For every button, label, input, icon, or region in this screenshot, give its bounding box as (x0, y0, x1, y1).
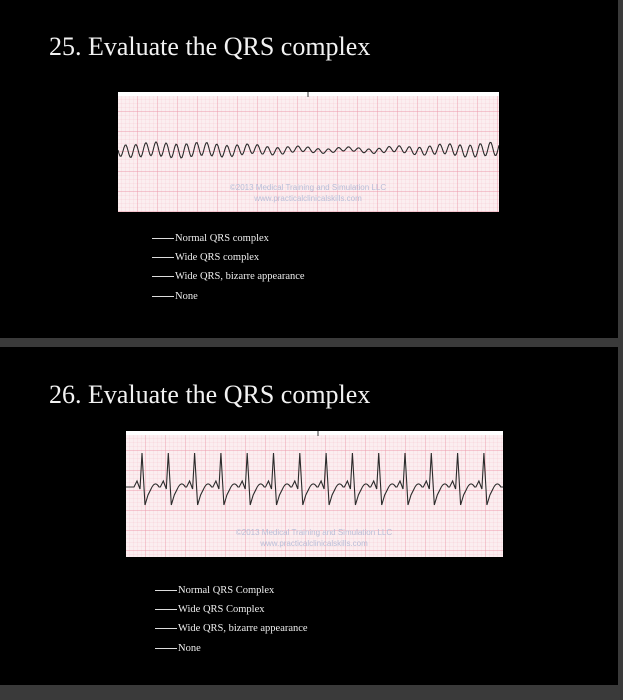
option-wide-qrs-25[interactable]: Wide QRS complex (152, 248, 305, 267)
answer-blank[interactable] (152, 238, 174, 239)
question-25-panel (0, 0, 618, 338)
answer-blank[interactable] (155, 628, 177, 629)
option-normal-qrs-26[interactable]: Normal QRS Complex (155, 581, 308, 600)
question-26-title: 26. Evaluate the QRS complex (49, 380, 371, 409)
watermark-line1-26: ©2013 Medical Training and Simulation LLC (235, 528, 393, 537)
question-26-options (155, 581, 308, 658)
answer-blank[interactable] (152, 276, 174, 277)
answer-blank[interactable] (155, 590, 177, 591)
ecg-strip-25 (118, 92, 499, 212)
watermark-line2-25: www.practicalclinicalskills.com (254, 194, 362, 203)
answer-blank[interactable] (152, 296, 174, 297)
answer-blank[interactable] (155, 609, 177, 610)
answer-blank[interactable] (152, 257, 174, 258)
option-none-26[interactable]: None (155, 639, 308, 658)
option-none-25[interactable]: None (152, 287, 305, 306)
question-26-panel (0, 347, 618, 685)
option-wide-bizarre-25[interactable]: Wide QRS, bizarre appearance (152, 267, 305, 286)
question-25-options (152, 229, 305, 306)
watermark-line2-26: www.practicalclinicalskills.com (260, 539, 368, 548)
watermark-line1-25: ©2013 Medical Training and Simulation LLC (229, 183, 387, 192)
option-wide-qrs-26[interactable]: Wide QRS Complex (155, 600, 308, 619)
ecg-strip-26-svg (126, 431, 503, 557)
answer-blank[interactable] (155, 648, 177, 649)
question-25-title: 25. Evaluate the QRS complex (49, 32, 371, 61)
ecg-strip-25-svg (118, 92, 499, 212)
option-normal-qrs-25[interactable]: Normal QRS complex (152, 229, 305, 248)
option-wide-bizarre-26[interactable]: Wide QRS, bizarre appearance (155, 619, 308, 638)
ecg-strip-26 (126, 431, 503, 557)
